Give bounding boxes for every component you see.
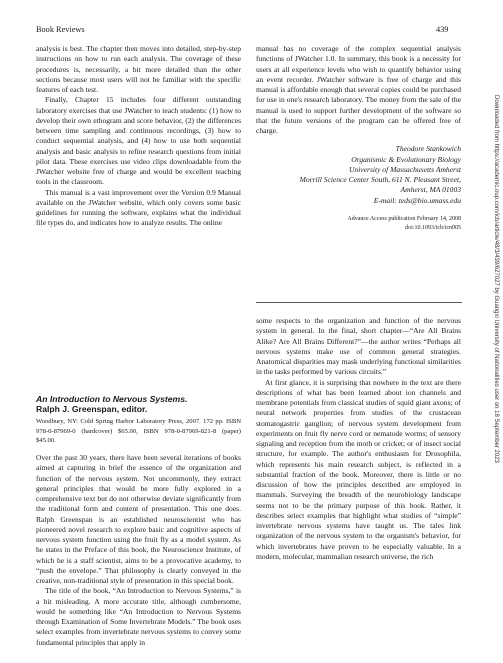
running-header: Book Reviews bbox=[36, 25, 85, 34]
reviewer-department: Organismic & Evolutionary Biology bbox=[351, 154, 461, 164]
page-number: 439 bbox=[436, 25, 449, 34]
section-divider bbox=[256, 302, 462, 303]
paragraph: At first glance, it is surprising that nowhere in the text are there descriptions of what has been learned about ion channels and membrane potentials from classical studies of squid giant axons; of neural network properties from studies of the crustacean stomatogastric ganglion; of nervous system development from experiments on fruit fly nerve cord or nematode worms; of sensory signaling and reception from the moth or cricket; or of insect social structure, for example. The author's enthusiasm for Drosophila, which represents his main research subject, is reflected in a substantial fraction of the book. Moreover, there is little or no discussion of how the principles described are employed in mammals. Surveying the breadth of the neurobiology landscape seems not to be the primary purpose of this book. Rather, it describes select examples that highlight what studies of “simple” invertebrate nervous systems have taught us. The tales link organization of the nervous system to the organism's behavior, for which invertebrates have proven to be especially valuable. In a modern, molecular, mammalian research universe, the rich bbox=[256, 377, 461, 561]
paragraph: analysis is best. The chapter then moves into detailed, step-by-step instructions on how to run each analysis. The coverage of these procedures is, necessarily, a bit more detailed than the other sections because most users will not be familiar with the specific features of each test. bbox=[36, 44, 241, 94]
reviewer-address-line2: Amherst, MA 01003 bbox=[400, 185, 461, 195]
reviewer-name: Theodore Stankowich bbox=[395, 144, 461, 154]
paragraph: manual has no coverage of the complex sequential analysis functions of JWatcher 1.0. In summary, this book is a necessity for users at all experience levels who wish to quantify behavior using an event recorder. JWatcher software is free of charge and this manual is affordable enough that several copies could be purchased for use in one's research laboratory. The money from the sale of the manual is used to support further development of the software so that the future versions of the program can be offered free of charge. bbox=[256, 44, 461, 135]
doi: doi:10.1093/icb/icn005 bbox=[405, 224, 461, 231]
book-publication-details: Woodbury, NY: Cold Spring Harbor Laboratory Press, 2007. 172 pp. ISBN 978-0-87969-0 (hardcover) $65.00, ISBN 978-0-87969-821-8 (paper) $45.00. bbox=[36, 418, 241, 445]
reviewer-signature bbox=[256, 144, 461, 206]
download-watermark bbox=[491, 95, 499, 575]
paragraph: This manual is a vast improvement over the Version 0.9 Manual available on the JWatcher website, which only covers some basic guidelines for running the software, explains what the individual file types do, and indicates how to analyze results. The online bbox=[36, 187, 241, 228]
left-column-bottom bbox=[36, 394, 241, 648]
reviewer-email: E-mail: teds@bio.umass.edu bbox=[373, 195, 461, 205]
paragraph: Over the past 30 years, there have been several iterations of books aimed at capturing in brief the essence of the organization and function of the nervous system. Not uncommonly, they extract general principles that would be more fully explored in a comprehensive text but do not otherwise deviate significantly from the traditional form and content of presentation. This one does. Ralph Greenspan is an established neuroscientist who has pioneered novel research to explore basic and cognitive aspects of nervous system function using the fruit fly as a model system. As he states in the Preface of this book, the Neuroscience Institute, of which he is a staff scientist, aims to be a provocative academy, to “push the envelope.” That philosophy is clearly conveyed in the creative, non-traditional style of presentation in this special book. bbox=[36, 453, 241, 586]
paragraph: The title of the book, “An Introduction to Nervous Systems,” is a bit misleading. A more accurate title, although cumbersome, would be something like “An Introduction to Nervous Systems through Examination of Some Invertebrate Models.” The book uses select examples from invertebrate nervous systems to convey some fundamental principles that apply in bbox=[36, 586, 241, 647]
right-column-bottom bbox=[256, 316, 461, 562]
right-column-top bbox=[256, 44, 461, 232]
publication-info bbox=[256, 214, 461, 232]
download-note: Downloaded from https://academic.oup.com/icb/article/48/3/439/627027 by Guangxi University of Nationalities user on 18 September 2023 bbox=[493, 95, 499, 463]
reviewer-university: University of Massachusetts Amherst bbox=[348, 164, 461, 174]
book-editor: Ralph J. Greenspan, editor. bbox=[36, 404, 148, 414]
advance-access-date: Advance Access publication February 14, 2008 bbox=[347, 215, 461, 222]
paragraph: Finally, Chapter 15 includes four different outstanding laboratory exercises that use JWatcher to teach students: (1) how to develop their own ethogram and score behavior, (2) the differences between time sampling and continuous recordings, (3) how to conduct sequential analysis, and (4) how to use both sequential analysis and basic analysis to refine research questions from initial pilot data. These exercises use video clips downloadable from the JWatcher website free of charge and would be excellent teaching tools in the classroom. bbox=[36, 95, 241, 187]
book-title: An Introduction to Nervous Systems. bbox=[36, 394, 188, 404]
reviewer-address-line1: Morrill Science Center South, 611 N. Pleasant Street, bbox=[299, 175, 461, 184]
left-column-top bbox=[36, 44, 241, 229]
paragraph: some respects to the organization and function of the nervous system in general. In the final, short chapter—“Are All Brains Alike? Are All Brains Different?”—the author writes “Perhaps all nervous systems make use of common general strategies. Anatomical disparities may mask underlying functional similarities in the tasks performed by various circuits.” bbox=[256, 316, 461, 377]
